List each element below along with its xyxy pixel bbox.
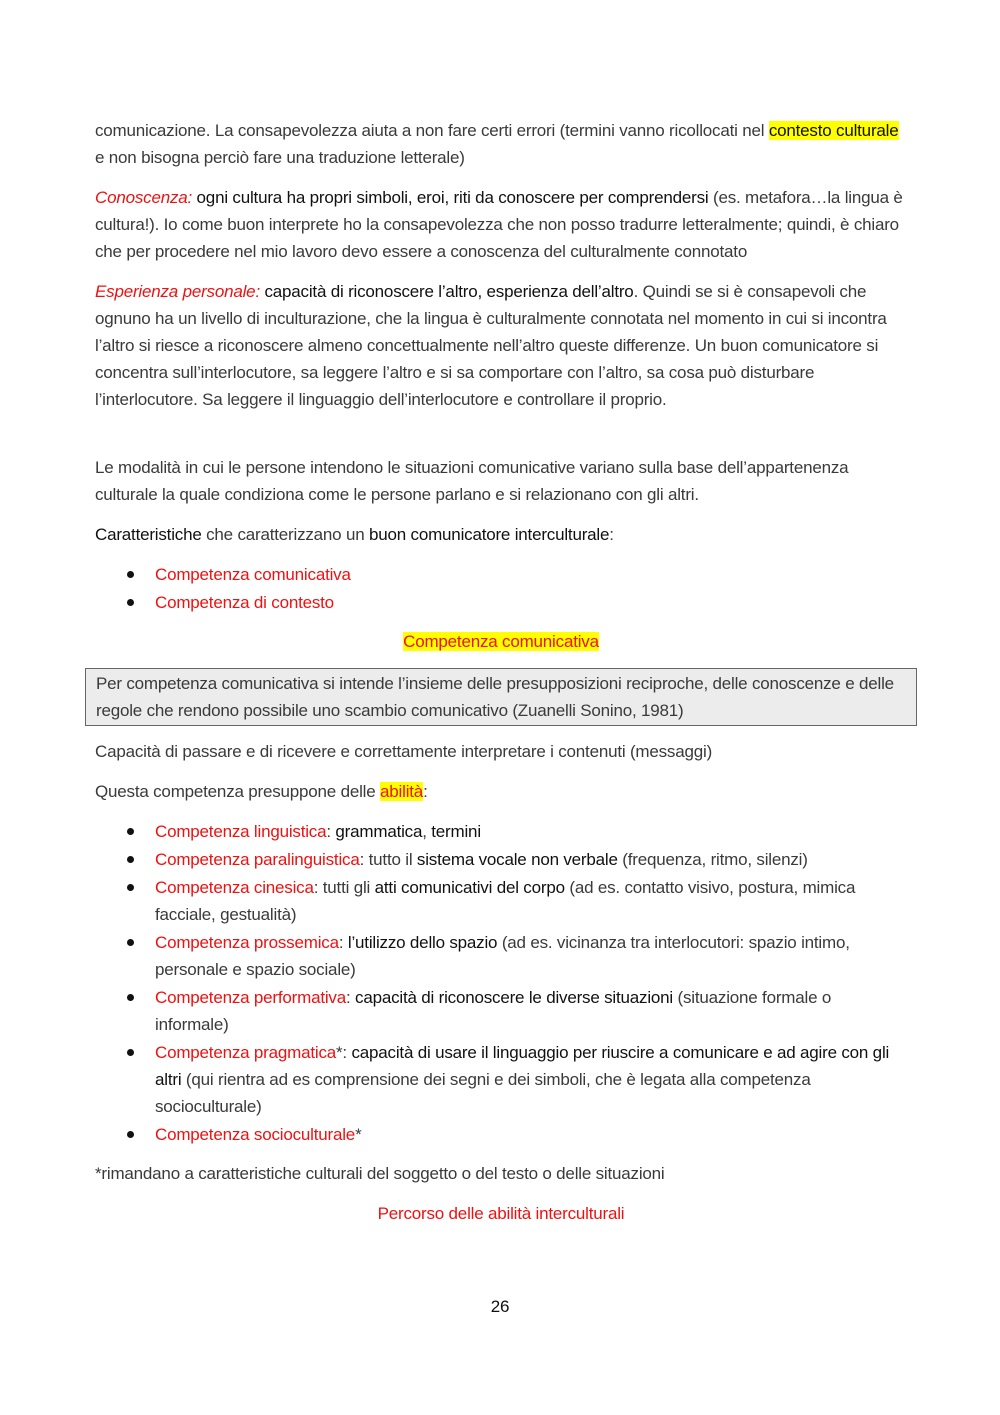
emphasis-text: buon comunicatore interculturale xyxy=(369,525,610,544)
paragraph-esperienza xyxy=(95,278,907,413)
list-item xyxy=(155,1039,907,1120)
text: : xyxy=(423,782,428,801)
text: : xyxy=(338,933,348,952)
text: comunicazione. La consapevolezza aiuta a non fare certi errori (termini vanno ricollocati nel xyxy=(95,121,769,140)
text: : xyxy=(609,525,614,544)
text: Questa competenza presuppone delle xyxy=(95,782,381,801)
text: (situazione formale o informale) xyxy=(155,988,832,1034)
paragraph-abilita xyxy=(95,778,907,805)
paragraph-conoscenza xyxy=(95,184,907,265)
paragraph-capacita: Capacità di passare e di ricevere e correttamente interpretare i contenuti (messaggi) xyxy=(95,742,713,761)
emphasis-text: atti comunicativi del corpo xyxy=(374,878,565,897)
list-item xyxy=(155,874,907,928)
competence-name: Competenza pragmatica xyxy=(155,1043,337,1062)
text: (es. metafora…la lingua è cultura!). Io come buon interprete ho la consapevolezza che non posso tradurre letteralmente; quindi, è chiaro che per procedere nel mio lavoro devo essere a conoscenza del culturalmente connotato xyxy=(95,188,903,261)
emphasis-text: capacità di riconoscere le diverse situazioni xyxy=(355,988,673,1007)
competence-name: Competenza cinesica xyxy=(155,878,314,897)
text: *: xyxy=(336,1043,352,1062)
text: (qui rientra ad es comprensione dei segni e dei simboli, che è legata alla competenza socioculturale) xyxy=(155,1070,811,1116)
page-number: 26 xyxy=(490,1297,510,1316)
emphasis-text: grammatica xyxy=(335,822,423,841)
text: (ad es. vicinanza tra interlocutori: spazio intimo, personale e spazio sociale) xyxy=(155,933,850,979)
text: (ad es. contatto visivo, postura, mimica facciale, gestualità) xyxy=(155,878,856,924)
competence-name: Competenza linguistica xyxy=(155,822,327,841)
paragraph-intro xyxy=(95,117,907,171)
highlight-abilita: abilità xyxy=(380,782,424,801)
paragraph-caratteristiche xyxy=(95,521,907,548)
emphasis-text: termini xyxy=(431,822,481,841)
competence-name: Competenza prossemica xyxy=(155,933,339,952)
definition-box: Per competenza comunicativa si intende l’insieme delle presupposizioni reciproche, delle conoscenze e delle regole che rendono possibile uno scambio comunicativo (Zuanelli Sonino, 1981) xyxy=(85,668,917,726)
footnote: *rimandano a caratteristiche culturali del soggetto o del testo o delle situazioni xyxy=(95,1164,665,1183)
list-item xyxy=(155,1121,907,1148)
highlight-contesto-culturale: contesto culturale xyxy=(768,121,899,140)
text: (frequenza, ritmo, silenzi) xyxy=(617,850,808,869)
list-item: Competenza di contesto xyxy=(155,589,907,616)
bullet-list-abilita xyxy=(95,818,907,1148)
text: : tutti gli xyxy=(313,878,375,897)
emphasis-text: ogni cultura ha propri simboli, eroi, riti da conoscere per comprendersi xyxy=(192,188,709,207)
list-item: Competenza comunicativa xyxy=(155,561,907,588)
paragraph-modalita: Le modalità in cui le persone intendono le situazioni comunicative variano sulla base dell’appartenenza culturale la quale condiziona come le persone parlano e si relazionano con gli altri. xyxy=(95,458,849,504)
text: : xyxy=(326,822,336,841)
text: , xyxy=(422,822,432,841)
emphasis-text: l’utilizzo dello spazio xyxy=(347,933,498,952)
emphasis-text: Caratteristiche xyxy=(95,525,202,544)
emphasis-text: capacità di usare il linguaggio per riuscire a comunicare e ad agire con gli altri xyxy=(155,1043,890,1089)
competence-name: Competenza performativa xyxy=(155,988,346,1007)
heading-text: Competenza comunicativa xyxy=(403,632,599,651)
section-heading-percorso: Percorso delle abilità interculturali xyxy=(377,1204,625,1223)
emphasis-text: sistema vocale non verbale xyxy=(416,850,618,869)
term-label: Esperienza personale: xyxy=(95,282,260,301)
list-item xyxy=(155,984,907,1038)
spacer xyxy=(95,426,907,454)
page-content xyxy=(95,117,907,1240)
text: . Quindi se si è consapevoli che ognuno ha un livello di inculturazione, che la lingua è culturalmente connotata nel momento in cui si incontra l’altro si riesce a riconoscere almeno concettualmente nell’altro queste differenze. Un buon comunicatore si concentra sull’interlocutore, sa leggere l’altro e si sa comportare con l’altro, sa cosa può disturbare l’interlocutore. Sa leggere il linguaggio dell’interlocutore e controllare il proprio. xyxy=(95,282,887,409)
term-label: Conoscenza: xyxy=(95,188,193,207)
text: : xyxy=(346,988,356,1007)
list-item xyxy=(155,929,907,983)
text: e non bisogna perciò fare una traduzione letterale) xyxy=(95,148,465,167)
bullet-list-competenze xyxy=(95,561,907,616)
text: : tutto il xyxy=(359,850,417,869)
competence-name: Competenza socioculturale xyxy=(155,1125,356,1144)
list-item xyxy=(155,846,907,873)
emphasis-text: capacità di riconoscere l’altro, esperienza dell’altro xyxy=(259,282,634,301)
text: che caratterizzano un xyxy=(201,525,369,544)
section-heading-competenza-comunicativa xyxy=(95,628,907,655)
list-item xyxy=(155,818,907,845)
text: * xyxy=(355,1125,362,1144)
competence-name: Competenza paralinguistica xyxy=(155,850,360,869)
